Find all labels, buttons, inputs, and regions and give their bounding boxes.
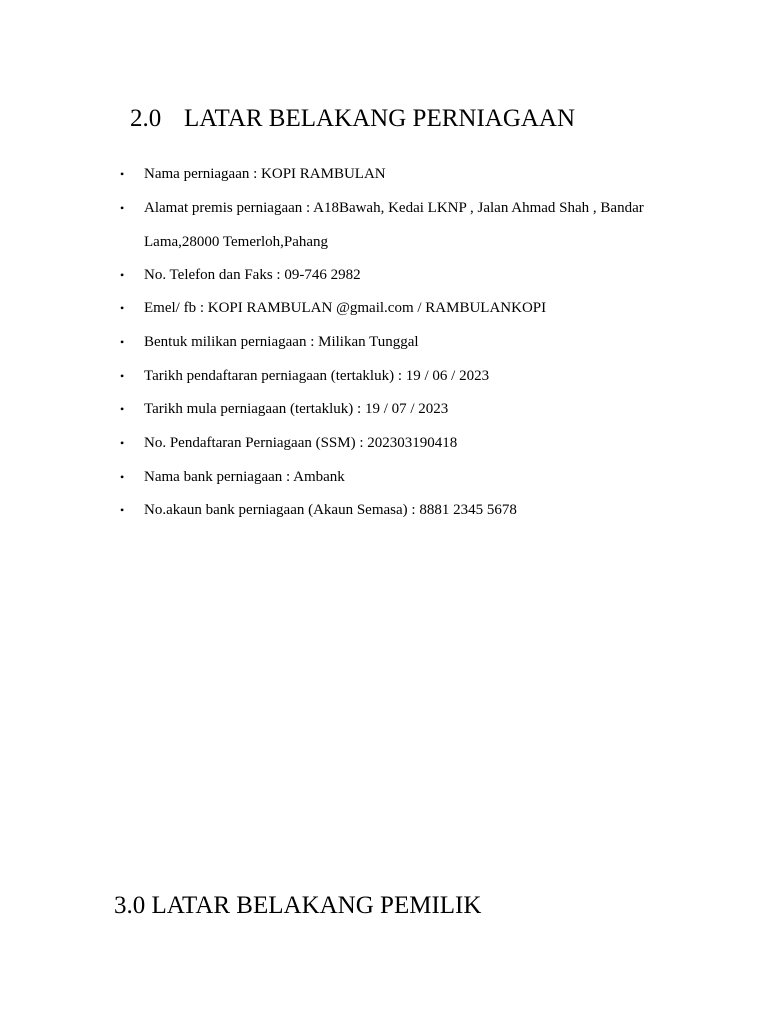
list-item-text: Tarikh mula perniagaan (tertakluk) : 19 / 07 / 2023 (144, 401, 449, 417)
section-2-number: 2.0 (130, 105, 162, 132)
bullet-icon: • (120, 470, 125, 484)
list-item-text: No.akaun bank perniagaan (Akaun Semasa) : 8881 2345 5678 (144, 502, 517, 518)
list-item-text: Emel/ fb : KOPI RAMBULAN @gmail.com / RAMBULANKOPI (144, 300, 547, 316)
bullet-icon: • (120, 503, 125, 517)
list-item-phone-fax (120, 258, 684, 292)
list-item-text: Nama perniagaan : KOPI RAMBULAN (144, 166, 386, 182)
section-2-title: LATAR BELAKANG PERNIAGAAN (184, 105, 576, 132)
list-item-text: Nama bank perniagaan : Ambank (144, 469, 345, 485)
bullet-icon: • (120, 369, 125, 383)
section-2-heading (130, 104, 575, 134)
list-item-start-date (120, 392, 684, 426)
list-item-bank-account (120, 493, 684, 527)
list-item-text-continuation: Lama,28000 Temerloh,Pahang (144, 234, 329, 250)
section-3-heading: 3.0 LATAR BELAKANG PEMILIK (114, 892, 482, 919)
list-item-text: Bentuk milikan perniagaan : Milikan Tunggal (144, 334, 419, 350)
list-item-business-name (120, 157, 684, 191)
bullet-icon: • (120, 335, 125, 349)
bullet-icon: • (120, 268, 125, 282)
list-item-ssm-registration (120, 426, 684, 460)
list-item-email-facebook (120, 291, 684, 325)
list-item-premises-address (120, 191, 684, 259)
bullet-icon: • (120, 301, 125, 315)
list-item-text: Tarikh pendaftaran perniagaan (tertakluk) : 19 / 06 / 2023 (144, 368, 490, 384)
bullet-icon: • (120, 436, 125, 450)
bullet-icon: • (120, 201, 125, 215)
list-item-text: No. Telefon dan Faks : 09-746 2982 (144, 267, 361, 283)
list-item-ownership-type (120, 325, 684, 359)
bullet-icon: • (120, 402, 125, 416)
list-item-bank-name (120, 460, 684, 494)
bullet-icon: • (120, 167, 125, 181)
list-item-registration-date (120, 359, 684, 393)
list-item-text: No. Pendaftaran Perniagaan (SSM) : 202303190418 (144, 435, 458, 451)
list-item-text: Alamat premis perniagaan : A18Bawah, Kedai LKNP , Jalan Ahmad Shah , Bandar (144, 200, 644, 216)
